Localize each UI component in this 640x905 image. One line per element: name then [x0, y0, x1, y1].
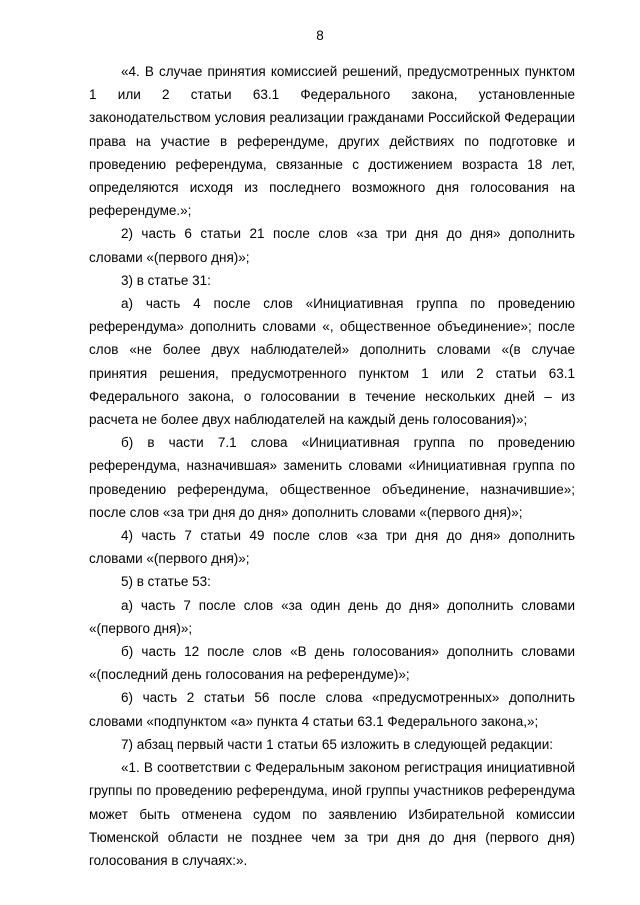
paragraph-clause-4: «4. В случае принятия комиссией решений, предусмотренных пунктом 1 или 2 статьи 63.1 Федерального закона, установленные законодательством условия реализации гражданами Российской Федерации права на участие в референдуме, других действиях по подготовке и проведению референдума, связанные с достижением возраста 18 лет, определяются исходя из последнего возможного дня голосования на референдуме.»; [89, 64, 575, 219]
paragraph-item-2: 2) часть 6 статьи 21 после слов «за три дня до дня» дополнить словами «(первого дня)»; [89, 226, 575, 265]
document-body [89, 60, 575, 872]
paragraph-item-5a: а) часть 7 после слов «за один день до дня» дополнить словами «(первого дня)»; [89, 597, 575, 636]
paragraph-clause-1: «1. В соответствии с Федеральным законом регистрация инициативной группы по проведению референдума, иной группы участников референдума может быть отменена судом по заявлению Избирательной комиссии Тюменской области не позднее чем за три дня до дня (первого дня) голосования в случаях:». [89, 760, 575, 868]
paragraph-item-6: 6) часть 2 статьи 56 после слова «предусмотренных» дополнить словами «подпунктом «а» пункта 4 статьи 63.1 Федерального закона,»; [89, 690, 575, 729]
paragraph-item-4: 4) часть 7 статьи 49 после слов «за три дня до дня» дополнить словами «(первого дня)»; [89, 528, 575, 567]
paragraph-item-7: 7) абзац первый части 1 статьи 65 изложить в следующей редакции: [121, 736, 554, 752]
page-number: 8 [316, 28, 324, 43]
paragraph-item-3b: б) в части 7.1 слова «Инициативная группа по проведению референдума, назначившая» заменить словами «Инициативная группа по проведению референдума, общественное объединение, назначившие»; после слов «за три дня до дня» дополнить словами «(первого дня)»; [89, 435, 575, 520]
paragraph-item-5b: б) часть 12 после слов «В день голосования» дополнить словами «(последний день голосования на референдуме)»; [89, 644, 575, 683]
paragraph-item-3: 3) в статье 31: [121, 272, 211, 288]
paragraph-item-5: 5) в статье 53: [121, 574, 211, 590]
paragraph-item-3a: а) часть 4 после слов «Инициативная группа по проведению референдума» дополнить словами «, общественное объединение»; после слов «не более двух наблюдателей» дополнить словами «(в случае принятия решения, предусмотренного пунктом 1 или 2 статьи 63.1 Федерального закона, о голосовании в течение нескольких дней – из расчета не более двух наблюдателей на каждый день голосования)»; [89, 296, 575, 428]
